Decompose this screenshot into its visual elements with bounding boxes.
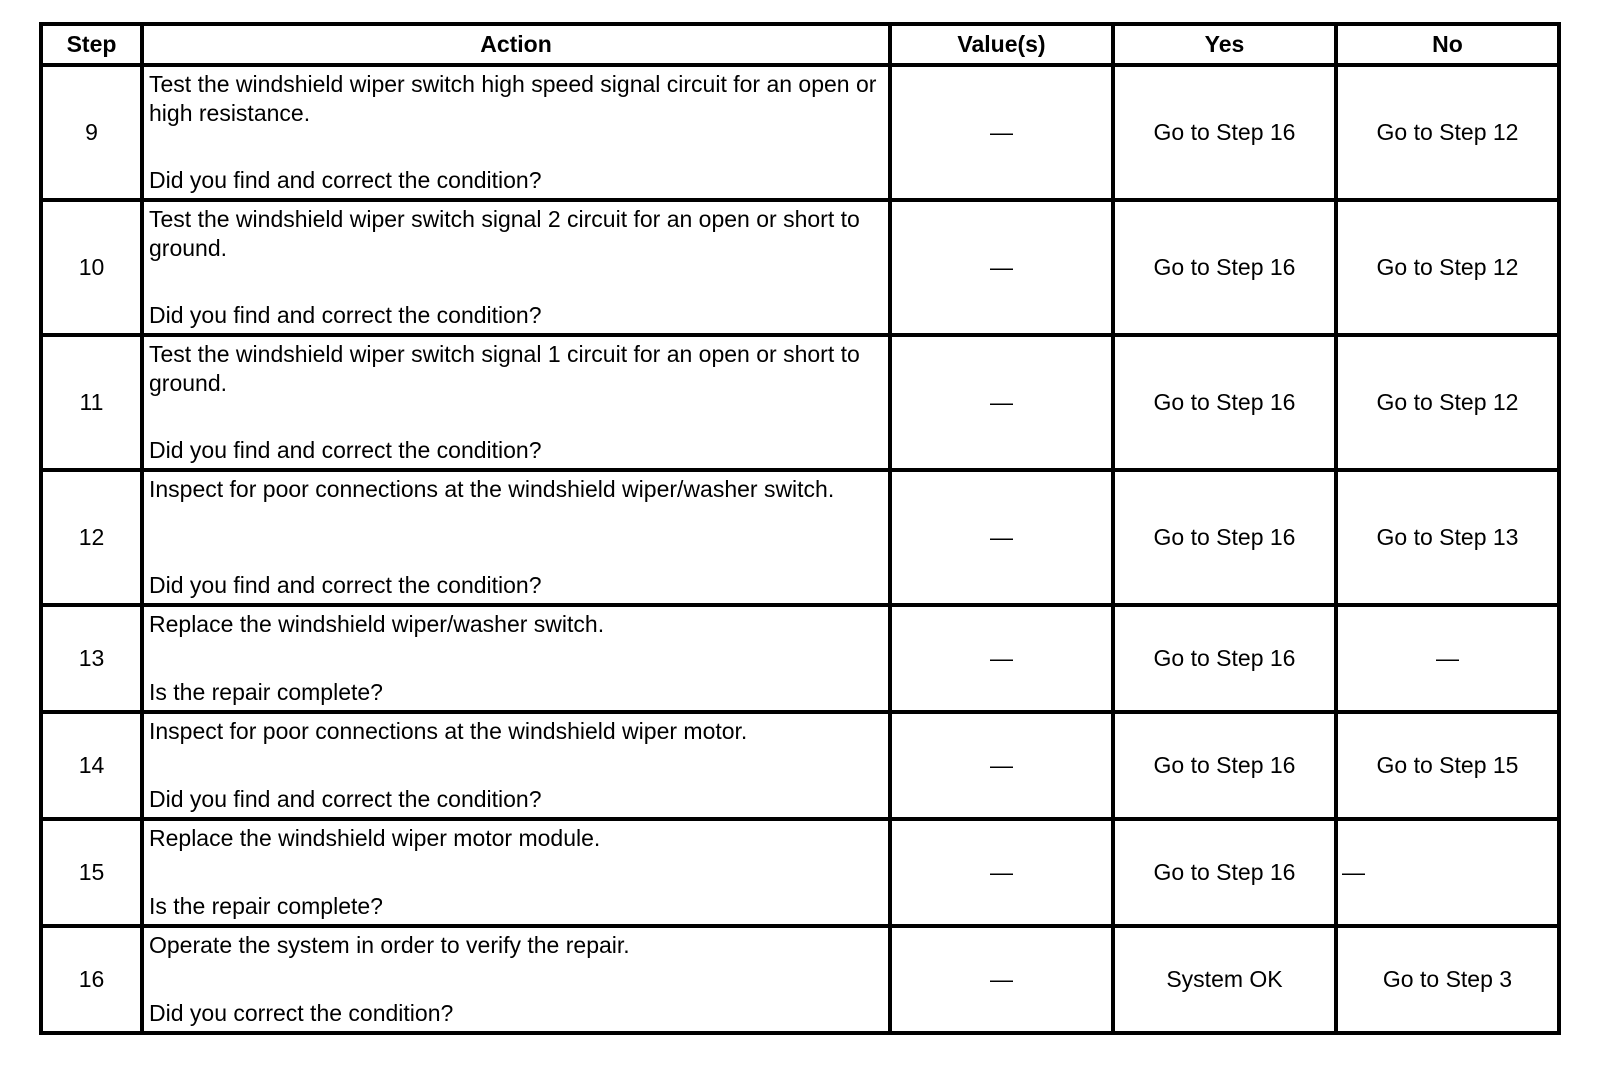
action-question: Did you find and correct the condition? [149,302,542,328]
action-question: Is the repair complete? [149,893,383,919]
action-cell [142,819,890,926]
step-number: 9 [41,65,142,200]
action-cell [142,712,890,819]
yes-cell: Go to Step 16 [1113,65,1336,200]
no-cell: Go to Step 12 [1336,65,1559,200]
action-cell [142,605,890,712]
table-row [41,470,1559,605]
value-cell: — [890,819,1113,926]
header-no: No [1336,24,1559,65]
action-cell [142,926,890,1033]
step-number: 12 [41,470,142,605]
table-row [41,712,1559,819]
step-number: 10 [41,200,142,335]
yes-cell: Go to Step 16 [1113,819,1336,926]
action-question: Did you find and correct the condition? [149,572,542,598]
diagnostic-table [39,22,1561,1035]
action-question: Did you correct the condition? [149,1000,454,1026]
action-cell [142,65,890,200]
step-number: 16 [41,926,142,1033]
action-instruction: Test the windshield wiper switch signal 2 circuit for an open or short to ground. [149,206,860,261]
step-number: 14 [41,712,142,819]
action-question: Did you find and correct the condition? [149,786,542,812]
yes-cell: System OK [1113,926,1336,1033]
yes-cell: Go to Step 16 [1113,605,1336,712]
no-cell: Go to Step 13 [1336,470,1559,605]
no-cell: Go to Step 15 [1336,712,1559,819]
header-values: Value(s) [890,24,1113,65]
no-cell: — [1336,819,1559,926]
table-row [41,605,1559,712]
table-row [41,335,1559,470]
value-cell: — [890,712,1113,819]
yes-cell: Go to Step 16 [1113,335,1336,470]
value-cell: — [890,605,1113,712]
action-instruction: Inspect for poor connections at the windshield wiper motor. [149,718,748,744]
no-cell: Go to Step 3 [1336,926,1559,1033]
table-row [41,200,1559,335]
header-yes: Yes [1113,24,1336,65]
no-cell: Go to Step 12 [1336,335,1559,470]
no-cell: — [1336,605,1559,712]
step-number: 11 [41,335,142,470]
header-action: Action [142,24,890,65]
action-cell [142,200,890,335]
action-instruction: Replace the windshield wiper/washer switch. [149,611,605,637]
action-instruction: Operate the system in order to verify the repair. [149,932,630,958]
action-instruction: Test the windshield wiper switch signal 1 circuit for an open or short to ground. [149,341,860,396]
table-row [41,926,1559,1033]
action-instruction: Inspect for poor connections at the windshield wiper/washer switch. [149,476,835,502]
value-cell: — [890,200,1113,335]
table-row [41,819,1559,926]
value-cell: — [890,926,1113,1033]
action-question: Did you find and correct the condition? [149,437,542,463]
value-cell: — [890,65,1113,200]
action-question: Did you find and correct the condition? [149,167,542,193]
no-cell: Go to Step 12 [1336,200,1559,335]
value-cell: — [890,470,1113,605]
step-number: 15 [41,819,142,926]
yes-cell: Go to Step 16 [1113,712,1336,819]
value-cell: — [890,335,1113,470]
action-cell [142,335,890,470]
action-question: Is the repair complete? [149,679,383,705]
action-instruction: Test the windshield wiper switch high speed signal circuit for an open or high resistance. [149,71,877,126]
table-row [41,65,1559,200]
action-instruction: Replace the windshield wiper motor module. [149,825,601,851]
yes-cell: Go to Step 16 [1113,470,1336,605]
action-cell [142,470,890,605]
header-row [41,24,1559,65]
yes-cell: Go to Step 16 [1113,200,1336,335]
header-step: Step [41,24,142,65]
step-number: 13 [41,605,142,712]
